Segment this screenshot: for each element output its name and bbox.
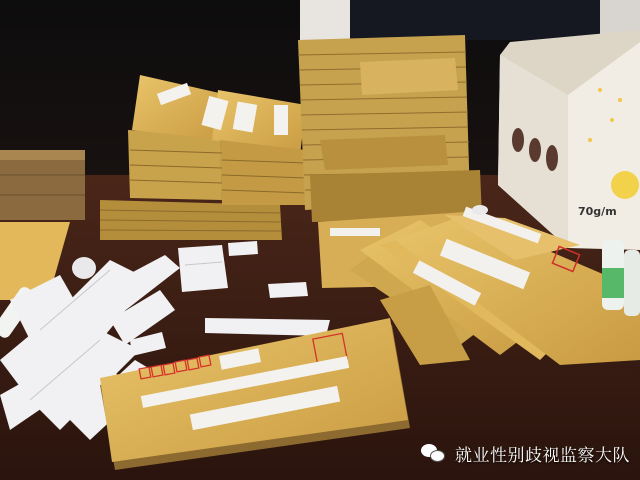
glue-cap — [72, 257, 96, 279]
box-label: 70g/m — [578, 205, 617, 218]
watermark — [421, 440, 630, 466]
tall-envelope-stack — [298, 35, 482, 222]
window-pane — [350, 0, 610, 40]
glue-cap-small — [472, 205, 488, 215]
watermark-text: 就业性别歧视监察大队 — [455, 445, 630, 466]
wechat-icon — [421, 442, 447, 464]
glue-stick-right — [602, 240, 640, 316]
